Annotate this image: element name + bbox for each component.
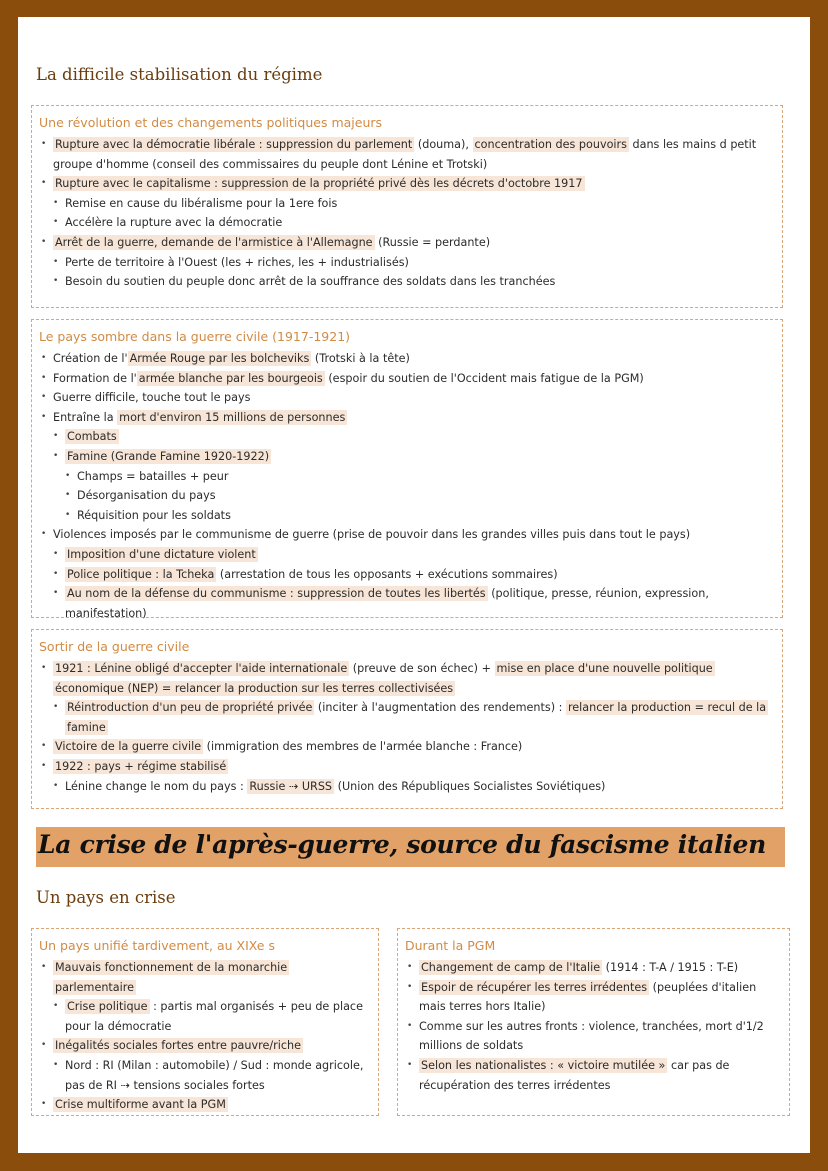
text: Lénine change le nom du pays :: [65, 779, 248, 793]
list-item: • Guerre difficile, touche tout le pays: [39, 388, 772, 408]
highlight-text: 1922 : pays + régime stabilisé: [55, 759, 227, 773]
list-item: • Comme sur les autres fronts : violence, tranchées, mort d'1/2 millions de soldats: [405, 1017, 779, 1056]
highlight-text: Espoir de récupérer les terres irrédentes: [421, 980, 648, 994]
highlight-text: Imposition d'une dictature violent: [67, 547, 256, 561]
highlight-text: Rupture avec la démocratie libérale : suppression du parlement: [55, 138, 413, 151]
text: (politique, presse, réunion, expression, manifestation): [65, 587, 709, 620]
text: (peuplées d'italien mais terres hors Italie): [419, 980, 757, 1014]
list-item: • Violences imposés par le communisme de guerre (prise de pouvoir dans les grandes villes puis dans tout le pays): [39, 525, 772, 545]
highlight-text: 1921 : Lénine obligé d'accepter l'aide internationale: [55, 662, 348, 675]
text: (1914 : T-A / 1915 : T-E): [602, 961, 739, 974]
bullet-list: [39, 349, 772, 623]
highlight-text: Police politique : la Tcheka: [67, 567, 215, 581]
text: (espoir du soutien de l'Occident mais fatigue de la PGM): [324, 371, 644, 385]
highlight-text: Crise politique: [67, 1000, 148, 1014]
list-item: [51, 427, 772, 447]
box-title: Le pays sombre dans la guerre civile (1917-1921): [39, 329, 351, 344]
text: Création de l': [53, 352, 128, 365]
list-item: [39, 369, 772, 389]
highlight-text: Crise multiforme avant la PGM: [55, 1098, 226, 1112]
highlight-text: Armée Rouge par les bolcheviks: [129, 352, 310, 365]
list-item: • Accélère la rupture avec la démocratie: [51, 213, 772, 233]
list-item: [51, 997, 368, 1036]
bullet-list: [39, 958, 368, 1115]
list-item: [51, 565, 772, 585]
text: Entraîne la: [53, 410, 118, 424]
text: (arrestation de tous les opposants + exécutions sommaires): [216, 567, 558, 581]
box-guerre-civile: [31, 319, 783, 618]
text: (Russie = perdante): [374, 235, 491, 249]
highlight-text: armée blanche par les bourgeois: [138, 371, 323, 385]
list-item: [51, 447, 772, 467]
highlight-text: Victoire de la guerre civile: [55, 740, 202, 754]
bullet-list: [39, 135, 772, 292]
list-item: • Champs = batailles + peur: [63, 467, 772, 487]
list-item: [51, 777, 772, 797]
highlight-text: Rupture avec le capitalisme : suppression de la propriété privé dès les décrets d'octobre 1917: [55, 177, 583, 191]
highlight-text: mort d'environ 15 millions de personnes: [119, 410, 346, 424]
highlight-text: Famine (Grande Famine 1920-1922): [67, 449, 270, 463]
list-item: • Remise en cause du libéralisme pour la 1ere fois: [51, 194, 772, 214]
highlight-text: Combats: [67, 430, 117, 444]
text: (immigration des membres de l'armée blanche : France): [203, 740, 523, 754]
chapter-title: La crise de l'après-guerre, source du fascisme italien: [38, 830, 767, 859]
text: (inciter à l'augmentation des rendements) :: [314, 701, 566, 715]
highlight-text: Réintroduction d'un peu de propriété privée: [67, 701, 313, 715]
chapter-banner: [36, 827, 785, 867]
list-item: [39, 174, 772, 194]
box-sortir-guerre: [31, 629, 783, 809]
list-item: [39, 958, 368, 997]
list-item: [405, 978, 779, 1017]
text: : partis mal organisés + peu de place pour la démocratie: [65, 1000, 363, 1033]
list-item: [51, 545, 772, 565]
list-item: [39, 1036, 368, 1056]
highlight-text: mise en place d'une nouvelle politique économique (NEP) = relancer la production sur les terres collectivisées: [55, 662, 713, 695]
text: (preuve de son échec) +: [349, 662, 495, 675]
text: car pas de récupération des terres irrédentes: [419, 1058, 730, 1092]
text: (douma),: [414, 138, 473, 151]
section-title-pays-en-crise: Un pays en crise: [36, 888, 176, 907]
list-item: [39, 135, 772, 174]
text: dans les mains d petit groupe d'homme (conseil des commissaires du peuple dont Lénine et Trotski): [53, 138, 757, 171]
list-item: [39, 757, 772, 777]
highlight-text: Inégalités sociales fortes entre pauvre/riche: [55, 1039, 301, 1053]
highlight-text: Russie ⇢ URSS: [249, 779, 333, 793]
text: Formation de l': [53, 371, 137, 385]
highlight-text: Selon les nationalistes : « victoire mutilée »: [421, 1058, 666, 1072]
highlight-text: Au nom de la défense du communisme : suppression de toutes les libertés: [67, 587, 486, 601]
box-revolution: [31, 105, 783, 308]
list-item: [39, 349, 772, 369]
list-item: • Nord : RI (Milan : automobile) / Sud : monde agricole, pas de RI ⇢ tensions sociales fortes: [51, 1056, 368, 1095]
box-pays-unifie: [31, 928, 379, 1116]
box-title: Durant la PGM: [405, 938, 496, 953]
list-item: [405, 1056, 779, 1095]
list-item: • Désorganisation du pays: [63, 486, 772, 506]
list-item: [405, 958, 779, 978]
text: (Union des Républiques Socialistes Soviétiques): [334, 779, 606, 793]
bullet-list: [39, 659, 772, 796]
bullet-list: [405, 958, 779, 1095]
highlight-text: concentration des pouvoirs: [474, 138, 627, 151]
list-item: • Réquisition pour les soldats: [63, 506, 772, 526]
box-title: Un pays unifié tardivement, au XIXe s: [39, 938, 275, 953]
box-durant-pgm: [397, 928, 790, 1116]
list-item: [39, 233, 772, 253]
list-item: [39, 659, 772, 698]
highlight-text: Changement de camp de l'Italie: [421, 961, 601, 974]
highlight-text: Arrêt de la guerre, demande de l'armistice à l'Allemagne: [55, 235, 373, 249]
highlight-text: Mauvais fonctionnement de la monarchie parlementaire: [55, 961, 288, 994]
list-item: • Besoin du soutien du peuple donc arrêt de la souffrance des soldats dans les tranchées: [51, 272, 772, 292]
list-item: [39, 737, 772, 757]
box-title: Sortir de la guerre civile: [39, 639, 190, 654]
list-item: [39, 408, 772, 428]
text: (Trotski à la tête): [311, 352, 410, 365]
list-item: • Perte de territoire à l'Ouest (les + riches, les + industrialisés): [51, 253, 772, 273]
box-title: Une révolution et des changements politiques majeurs: [39, 115, 383, 130]
highlight-text: relancer la production = recul de la famine: [67, 701, 767, 734]
list-item: [51, 584, 772, 623]
list-item: [39, 1095, 368, 1115]
section-title-stabilisation: La difficile stabilisation du régime: [36, 65, 323, 84]
list-item: [51, 698, 772, 737]
document-page: [18, 17, 810, 1153]
